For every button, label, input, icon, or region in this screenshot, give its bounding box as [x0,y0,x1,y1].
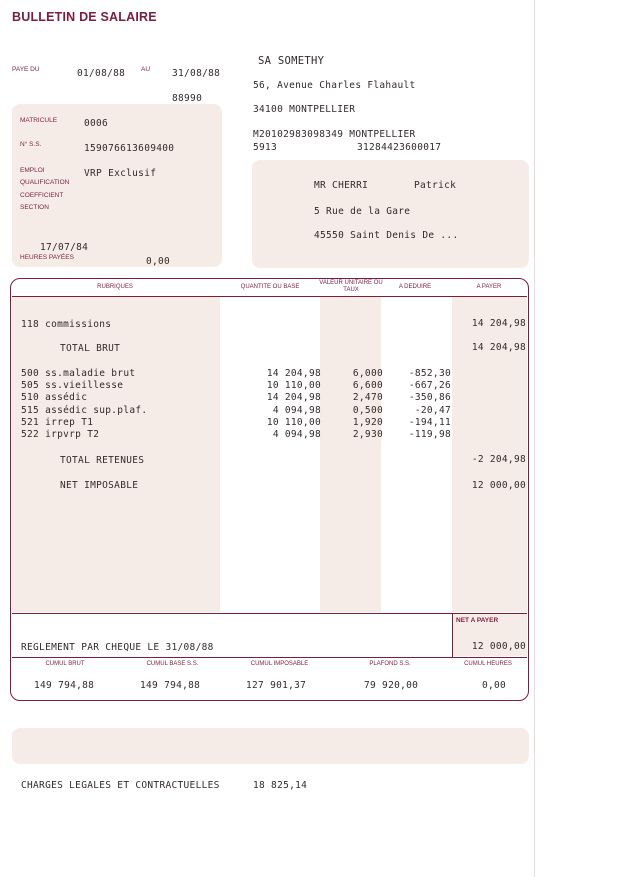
table-row [21,417,451,429]
employer-name: SA SOMETHY [258,55,325,67]
row-base: 14 204,98 [266,392,321,404]
row-base: 4 094,98 [272,428,321,440]
employer-siret: 31284423600017 [357,142,442,153]
employer-address1: 56, Avenue Charles Flahault [253,80,416,91]
cumul-brut-value: 149 794,88 [34,680,95,691]
cumul-base-label: CUMUL BASE S.S. [146,661,199,667]
table-row [21,380,451,392]
valeur-column-bg [320,296,381,612]
net-a-payer-label: NET A PAYER [456,617,499,624]
row-label: 522 irpvrp T2 [21,428,100,440]
row-label: 510 assédic [21,392,88,404]
row-taux: 6,600 [352,380,383,392]
row-base: 10 110,00 [266,416,321,428]
recipient-address1: 5 Rue de la Gare [314,206,411,217]
header-deduire: A DEDUIRE [398,284,432,290]
row-base: 10 110,00 [266,380,321,392]
net-imposable-label: NET IMPOSABLE [60,480,139,491]
row-label: 521 irrep T1 [21,416,94,428]
heures-value: 0,00 [146,256,171,267]
header-quantite: QUANTITE OU BASE [240,284,300,290]
cumul-heures-label: CUMUL HEURES [464,661,512,667]
table-row [21,429,451,441]
coefficient-label: COEFFICIENT [20,192,64,199]
row-label: 500 ss.maladie brut [21,368,136,379]
footer-band [12,728,529,764]
row-base: 14 204,98 [266,368,321,379]
qualification-label: QUALIFICATION [20,179,70,186]
deductions-list [21,368,451,441]
total-brut-label: TOTAL BRUT [60,343,121,354]
heures-label: HEURES PAYÉES [20,254,74,261]
recipient-address2: 45550 Saint Denis De ... [314,230,459,241]
net-a-payer-value: 12 000,00 [471,641,526,652]
row-deduire: -350,86 [408,392,451,404]
ss-label: N° S.S. [20,141,42,148]
cumul-imposable-value: 127 901,37 [246,680,307,691]
ss-value: 159076613609400 [84,143,175,154]
header-rubriques: RUBRIQUES [97,284,133,290]
total-retenues-payer: -2 204,98 [471,454,526,465]
cumul-plafond-label: PLAFOND S.S. [369,661,411,667]
document-title: BULLETIN DE SALAIRE [12,10,157,24]
matricule-value: 0006 [84,118,109,129]
page-right-edge [534,0,535,877]
employer-address2: 34100 MONTPELLIER [253,104,356,115]
reglement-text: REGLEMENT PAR CHEQUE LE 31/08/88 [21,642,214,653]
row-base: 4 094,98 [272,404,321,416]
period-to-label: AU [141,66,151,73]
net-imposable-payer: 12 000,00 [471,480,526,491]
row-deduire: -667,26 [408,380,451,392]
recipient-firstname: Patrick [414,180,457,191]
cumul-imposable-label: CUMUL IMPOSABLE [250,661,309,667]
cumul-separator [12,657,527,658]
table-row [21,405,451,417]
period-from-label: PAYE DU [12,66,40,73]
total-brut-payer: 14 204,98 [471,342,526,353]
entry-date: 17/07/84 [40,242,89,253]
header-valeur: VALEUR UNITAIRE OU TAUX [319,280,383,293]
row-taux: 6,000 [352,368,383,379]
period-ref: 88990 [172,93,203,104]
cumul-base-value: 149 794,88 [140,680,201,691]
header-payer: A PAYER [476,284,502,290]
matricule-label: MATRICULE [20,117,58,124]
table-row [21,392,451,404]
cumul-plafond-value: 79 920,00 [364,680,419,691]
employer-ape: 5913 [253,142,278,153]
total-retenues-label: TOTAL RETENUES [60,455,145,466]
commissions-label: 118 commissions [21,319,112,330]
emploi-label: EMPLOI [20,167,45,174]
row-deduire: -852,30 [408,368,451,379]
employer-code-line: M20102983098349 MONTPELLIER [253,129,416,140]
row-label: 515 assédic sup.plaf. [21,404,148,416]
row-deduire: -194,11 [408,416,451,428]
period-from-value: 01/08/88 [77,68,126,79]
row-taux: 1,920 [352,416,383,428]
section-label: SECTION [20,204,49,211]
charges-label: CHARGES LEGALES ET CONTRACTUELLES [21,780,220,791]
emploi-value: VRP Exclusif [84,168,157,179]
row-deduire: -119,98 [408,428,451,440]
row-taux: 2,470 [352,392,383,404]
cumul-brut-label: CUMUL BRUT [45,661,85,667]
row-deduire: -20,47 [414,404,451,416]
row-taux: 2,930 [352,428,383,440]
recipient-name: MR CHERRI [314,180,369,191]
table-row [21,368,451,380]
commissions-payer: 14 204,98 [471,318,526,329]
header-separator [12,296,527,297]
charges-value: 18 825,14 [253,780,308,791]
period-to-value: 31/08/88 [172,68,221,79]
body-bottom-separator [12,613,527,614]
cumul-heures-value: 0,00 [482,680,507,691]
row-taux: 0,500 [352,404,383,416]
row-label: 505 ss.vieillesse [21,380,124,392]
